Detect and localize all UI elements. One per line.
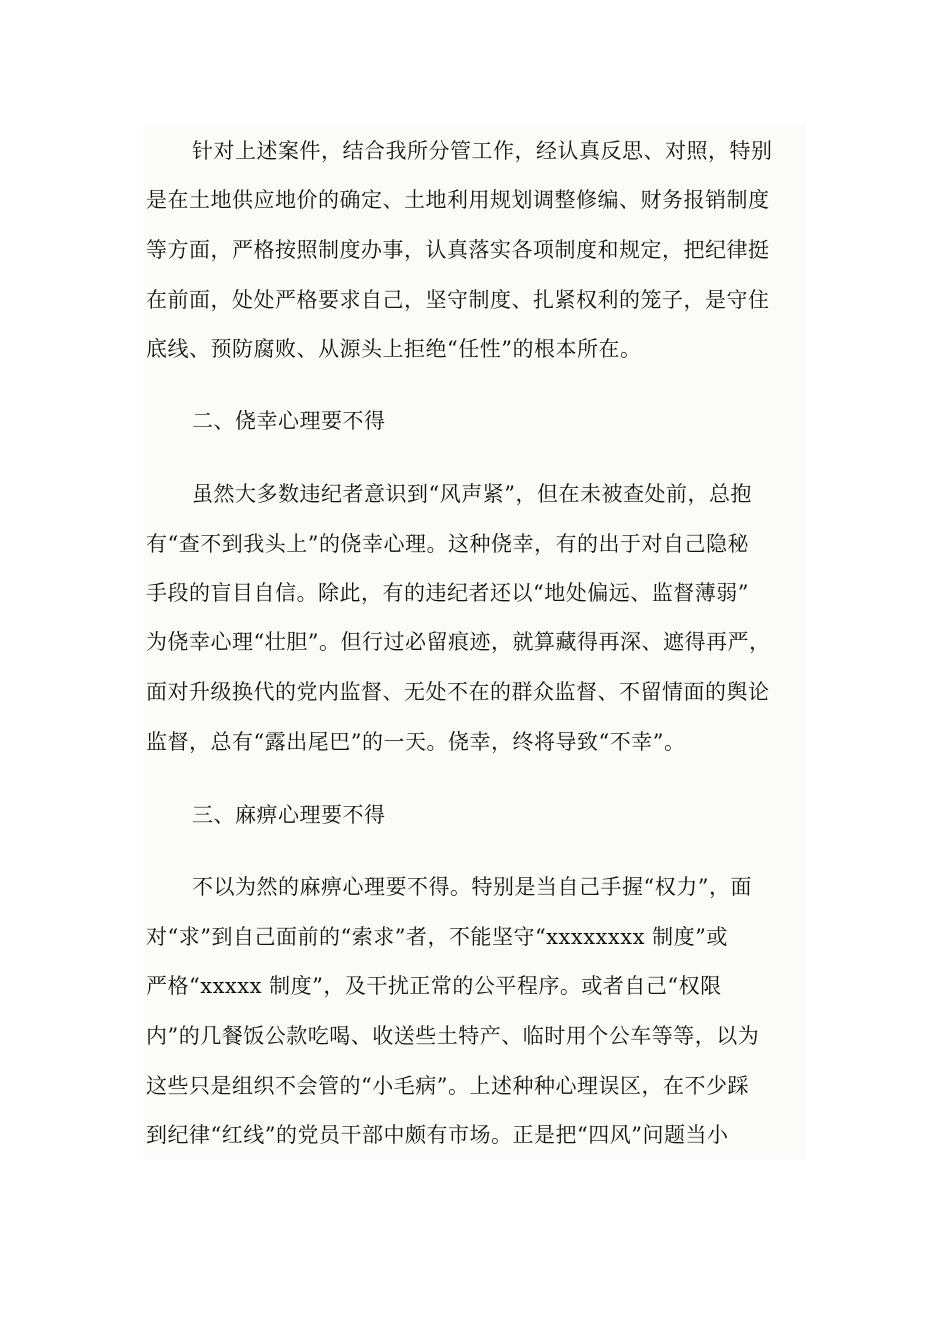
paragraph-line: 到纪律“红线”的党员干部中颇有市场。正是把“四风”问题当小 (146, 1123, 729, 1147)
paragraph-line: 严格“xxxxx 制度”，及干扰正常的公平程序。或者自己“权限 (146, 974, 722, 998)
paragraph-line: 底线、预防腐败、从源头上拒绝“任性”的根本所在。 (146, 337, 642, 361)
paragraph-line: 面对升级换代的党内监督、无处不在的群众监督、不留情面的舆论 (146, 680, 770, 704)
paragraph-line: 对“求”到自己面前的“索求”者，不能坚守“xxxxxxxx 制度”或 (146, 925, 728, 949)
paragraph-line: 等方面，严格按照制度办事，认真落实各项制度和规定，把纪律挺 (146, 238, 770, 262)
paragraph-line: 为侥幸心理“壮胆”。但行过必留痕迹，就算藏得再深、遮得再严， (146, 630, 771, 654)
paragraph-line: 内”的几餐饭公款吃喝、收送些土特产、临时用个公车等等，以为 (146, 1024, 760, 1048)
paragraph-line: 监督，总有“露出尾巴”的一天。侥幸，终将导致“不幸”。 (146, 730, 686, 754)
paragraph-line: 针对上述案件，结合我所分管工作，经认真反思、对照，特别 (192, 139, 773, 163)
paragraph-line: 不以为然的麻痹心理要不得。特别是当自己手握“权力”，面 (192, 875, 752, 899)
paragraph-line: 有“查不到我头上”的侥幸心理。这种侥幸，有的出于对自己隐秘 (146, 532, 749, 556)
paragraph-line: 在前面，处处严格要求自己，坚守制度、扎紧权利的笼子，是守住 (146, 288, 770, 312)
section-heading: 二、侥幸心理要不得 (192, 409, 386, 433)
paragraph-line: 虽然大多数违纪者意识到“风声紧”，但在未被查处前，总抱 (192, 482, 752, 506)
section-heading: 三、麻痹心理要不得 (192, 803, 386, 827)
paragraph-line: 这些只是组织不会管的“小毛病”。上述种种心理误区，在不少踩 (146, 1074, 749, 1098)
paragraph-line: 手段的盲目自信。除此，有的违纪者还以“地处偏远、监督薄弱” (146, 581, 749, 605)
paragraph-line: 是在土地供应地价的确定、土地利用规划调整修编、财务报销制度 (146, 188, 770, 212)
